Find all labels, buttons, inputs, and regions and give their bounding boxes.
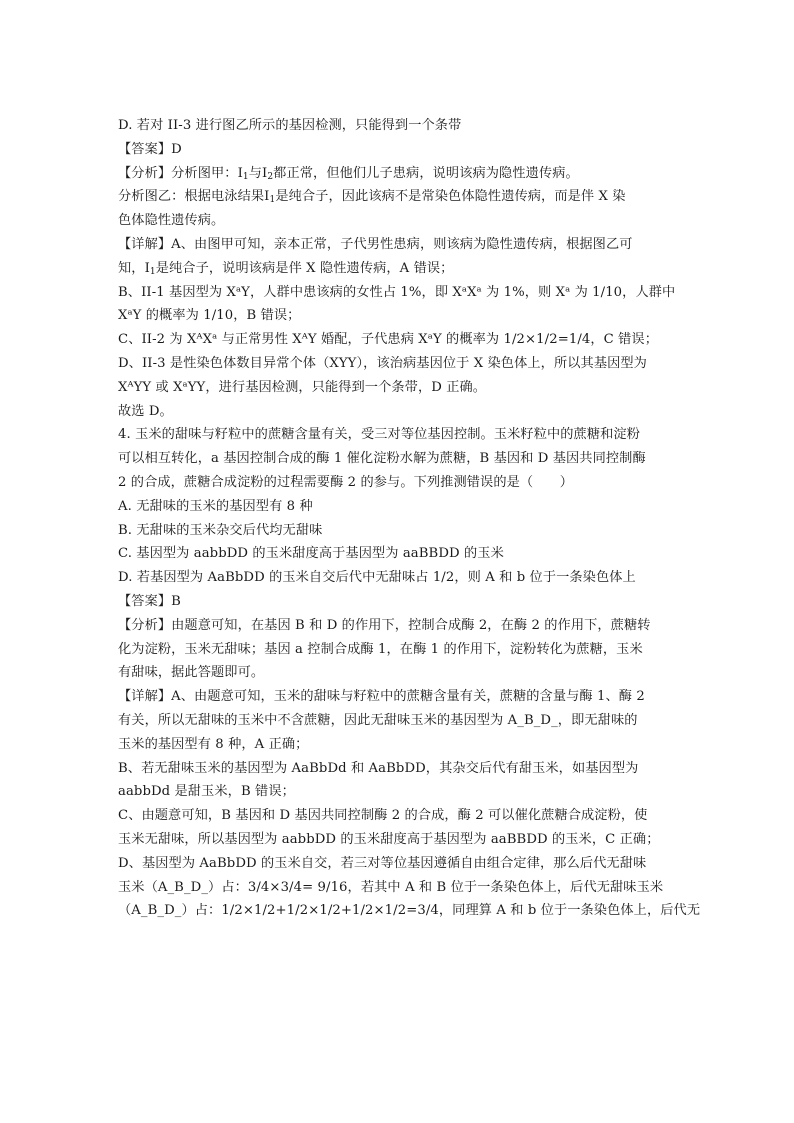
- detail-line-2: 知，$Ⅰ_1$是纯合子，说明该病是伴 X 隐性遗传病，A 错误；: [118, 260, 454, 277]
- question-4-line-3: 2 的合成，蔗糖合成淀粉的过程需要酶 2 的参与。下列推测错误的是（ ）: [118, 474, 574, 490]
- q4-detail-line-8: D、基因型为 AaBbDD 的玉米自交，若三对等位基因遵循自由组合定律，那么后代无甜味: [118, 855, 647, 871]
- q4-detail-line-4: B、若无甜味玉米的基因型为 AaBbDd 和 AaBbDD，其杂交后代有甜玉米，如基因型为: [118, 760, 639, 776]
- conclusion-line: 故选 D。: [118, 403, 173, 419]
- q4-option-c: C. 基因型为 aabbDD 的玉米甜度高于基因型为 aaBBDD 的玉米: [118, 546, 504, 562]
- analysis-line-2: 分析图乙：根据电泳结果$Ⅰ_1$是纯合子，因此该病不是常染色体隐性遗传病，而是伴 X 染: [118, 189, 626, 206]
- q4-option-b: B. 无甜味的玉米杂交后代均无甜味: [118, 522, 323, 538]
- detail-line-3: B、II-1 基因型为 XᵃY，人群中患该病的女性占 1%，即 XᵃXᵃ 为 1%，则 Xᵃ 为 1/10，人群中: [118, 284, 676, 300]
- q4-detail-line-10: （A_B_D_）占：1/2×1/2+1/2×1/2+1/2×1/2=3/4，同理算 A 和 b 位于一条染色体上，后代无: [118, 903, 701, 919]
- detail-line-5: C、II-2 为 XᴬXᵃ 与正常男性 XᴬY 婚配，子代患病 XᵃY 的概率为 1/2×1/2=1/4，C 错误；: [118, 332, 658, 348]
- q4-detail-line-7: 玉米无甜味，所以基因型为 aabbDD 的玉米甜度高于基因型为 aaBBDD 的玉米，C 正确；: [118, 831, 660, 847]
- detail-line-4: XᵃY 的概率为 1/10，B 错误；: [118, 308, 301, 324]
- detail-line-1: 【详解】A、由图甲可知，亲本正常，子代男性患病，则该病为隐性遗传病，根据图乙可: [118, 236, 633, 252]
- q4-option-a: A. 无甜味的玉米的基因型有 8 种: [118, 498, 313, 514]
- question-4-line-2: 可以相互转化，a 基因控制合成的酶 1 催化淀粉水解为蔗糖，B 基因和 D 基因共同控制酶: [118, 451, 646, 467]
- q4-detail-line-5: aabbDd 是甜玉米，B 错误；: [118, 784, 295, 800]
- q4-detail-line-6: C、由题意可知，B 基因和 D 基因共同控制酶 2 的合成，酶 2 可以催化蔗糖合成淀粉，使: [118, 808, 648, 824]
- option-d-line: D. 若对 II-3 进行图乙所示的基因检测，只能得到一个条带: [118, 118, 462, 133]
- q4-analysis-line-3: 有甜味，据此答题即可。: [118, 665, 265, 681]
- q4-detail-line-1: 【详解】A、由题意可知，玉米的甜味与籽粒中的蔗糖含量有关，蔗糖的含量与酶 1、酶 2: [118, 689, 645, 705]
- detail-line-6: D、II-3 是性染色体数目异常个体（XYY），该治病基因位于 X 染色体上，所以其基因型为: [118, 355, 647, 371]
- answer-line: 【答案】D: [118, 141, 182, 157]
- q4-detail-line-3: 玉米的基因型有 8 种，A 正确；: [118, 736, 309, 752]
- question-4-line-1: 4. 玉米的甜味与籽粒中的蔗糖含量有关，受三对等位基因控制。玉米籽粒中的蔗糖和淀粉: [118, 427, 640, 443]
- q4-detail-line-9: 玉米（A_B_D_）占：3/4×3/4= 9/16，若其中 A 和 B 位于一条染色体上，后代无甜味玉米: [118, 879, 664, 895]
- q4-option-d: D. 若基因型为 AaBbDD 的玉米自交后代中无甜味占 1/2，则 A 和 b 位于一条染色体上: [118, 570, 636, 586]
- detail-line-7: XᴬYY 或 XᵃYY，进行基因检测，只能得到一个条带，D 正确。: [118, 379, 487, 395]
- q4-analysis-line-1: 【分析】由题意可知，在基因 B 和 D 的作用下，控制合成酶 2，在酶 2 的作用下，蔗糖转: [118, 617, 651, 633]
- analysis-line-3: 色体隐性遗传病。: [118, 213, 225, 229]
- q4-analysis-line-2: 化为淀粉，玉米无甜味；基因 a 控制合成酶 1，在酶 1 的作用下，淀粉转化为蔗糖，玉米: [118, 641, 643, 657]
- q4-answer-line: 【答案】B: [118, 593, 181, 609]
- q4-detail-line-2: 有关，所以无甜味的玉米中不含蔗糖，因此无甜味玉米的基因型为 A_B_D_，即无甜味的: [118, 712, 638, 728]
- document-page: [118, 114, 701, 923]
- analysis-line-1: 【分析】分析图甲：$Ⅰ_1$与$Ⅰ_2$都正常，但他们儿子患病，说明该病为隐性遗传病。: [118, 165, 579, 182]
